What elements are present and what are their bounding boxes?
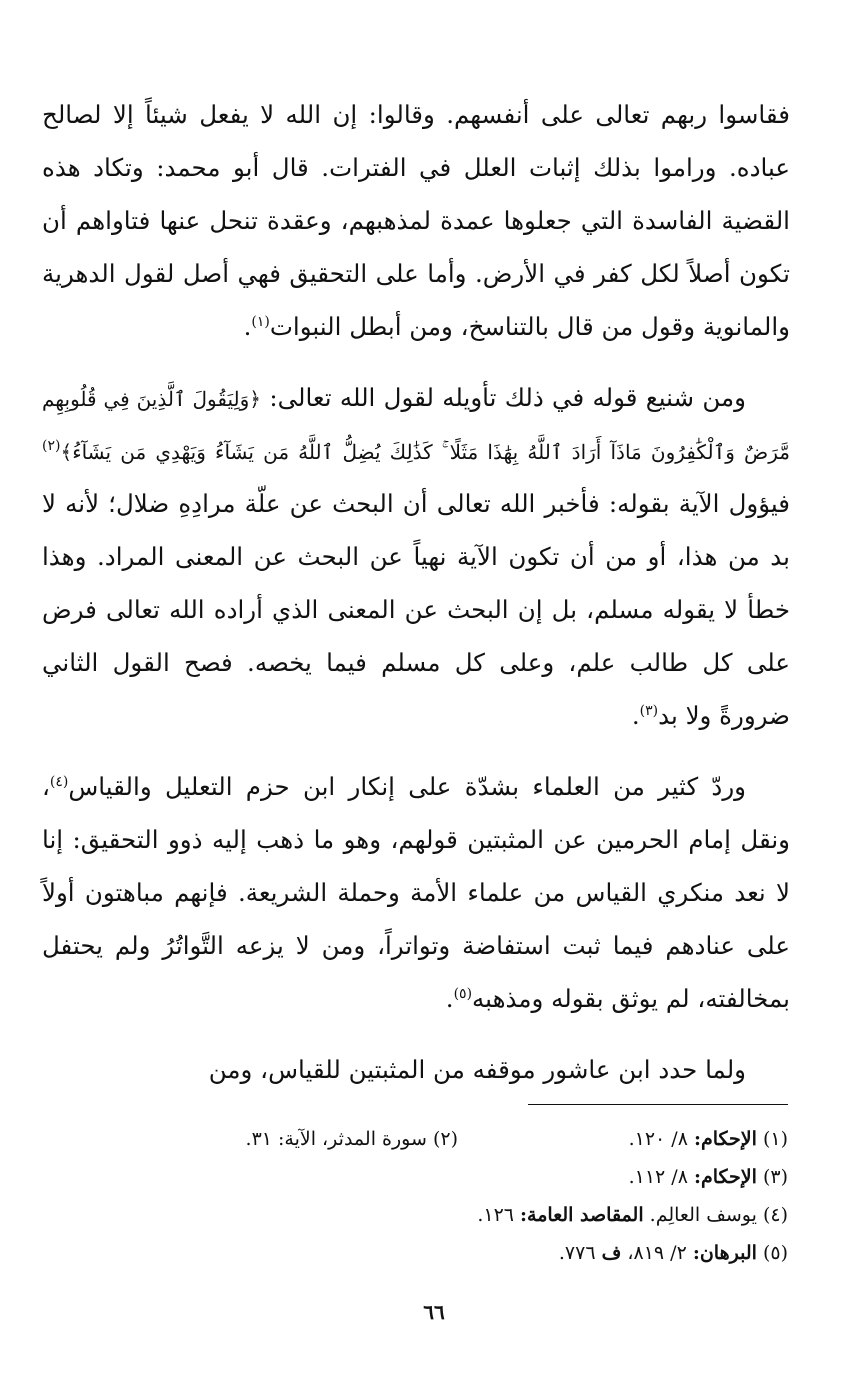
footnote-1-source: الإحكام: <box>693 1128 757 1150</box>
footnote-2-text: سورة المدثر، الآية: ٣١. <box>245 1128 427 1150</box>
footnote-ref-1[interactable]: (١) <box>251 313 270 330</box>
footnote-1-number: (١) <box>762 1128 788 1150</box>
footnote-4-number: (٤) <box>762 1204 788 1226</box>
footnote-4-text: ١٢٦. <box>477 1204 514 1226</box>
quran-verse: ﴿وَلِيَقُولَ ٱلَّذِينَ فِي قُلُوبِهِم مَّرَضٌ وَٱلْكَٰفِرُونَ مَاذَآ أَرَادَ ٱللَّهُ بِهَٰذَا مَثَلًا ۚ كَذَٰلِكَ يُضِلُّ ٱللَّهُ مَن يَشَآءُ وَيَهْدِي مَن يَشَآءُ﴾ <box>42 387 790 464</box>
paragraph-4 <box>42 1043 790 1096</box>
footnote-2 <box>246 1120 458 1158</box>
footnote-5 <box>100 1234 788 1272</box>
paragraph-2-intro: ومن شنيع قوله في ذلك تأويله لقول الله تعالى: <box>269 383 746 412</box>
footnote-3 <box>100 1158 788 1196</box>
footnote-4 <box>100 1196 788 1234</box>
paragraph-3-end: . <box>445 984 454 1013</box>
footnote-2-number: (٢) <box>432 1128 458 1150</box>
footnote-ref-4[interactable]: (٤) <box>49 773 69 790</box>
footnote-divider <box>528 1104 788 1105</box>
paragraph-3-text-b: ، ونقل إمام الحرمين عن المثبتين قولهم، وهو ما ذهب إليه ذوو التحقيق: إنا لا نعد منكري القياس من علماء الأمة وحملة الشريعة. فإنهم مباهتون أولاً على عنادهم فيما ثبت استفاضة وتواتراً، ومن لا يزعه التَّواتُرُ ولم يحتفل بمخالفته، لم يوثق بقوله ومذهبه <box>42 772 790 1013</box>
paragraph-2-text: فيؤول الآية بقوله: فأخبر الله تعالى أن البحث عن علّة مرادِهِ ضلال؛ لأنه لا بد من هذا، أو من أن تكون الآية نهياً عن البحث عن المعنى المراد. وهذا خطأ لا يقوله مسلم، بل إن البحث عن المعنى الذي أراده الله تعالى فرض على كل طالب علم، وعلى كل مسلم فيما يخصه. فصح القول الثاني ضرورةً ولا بد <box>42 489 790 730</box>
footnote-1 <box>458 1120 788 1158</box>
footnote-ref-5[interactable]: (٥) <box>453 985 473 1002</box>
footnote-4-author: يوسف العالِم. <box>649 1204 757 1226</box>
footnote-1-text: ٨/ ١٢٠. <box>628 1128 688 1150</box>
page-number: ٦٦ <box>423 1300 445 1324</box>
footnote-3-source: الإحكام: <box>693 1166 757 1188</box>
paragraph-1-end: . <box>243 312 252 341</box>
paragraph-4-text: ولما حدد ابن عاشور موقفه من المثبتين للقياس، ومن <box>208 1055 746 1084</box>
footnote-5-source: البرهان: <box>692 1242 757 1264</box>
footnote-5-text: ٢/ ٨١٩، <box>627 1242 687 1264</box>
footnote-3-text: ٨/ ١١٢. <box>628 1166 688 1188</box>
paragraph-2 <box>42 371 790 742</box>
footnotes <box>100 1120 788 1272</box>
paragraph-2-end: . <box>631 701 640 730</box>
paragraph-1-text: فقاسوا ربهم تعالى على أنفسهم. وقالوا: إن الله لا يفعل شيئاً إلا لصالح عباده. وراموا بذلك إثبات العلل في الفترات. قال أبو محمد: وتكاد هذه القضية الفاسدة التي جعلوها عمدة لمذهبهم، وعقدة تنحل عنها فتاواهم أن تكون أصلاً لكل كفر في الأرض. وأما على التحقيق فهي أصل لقول الدهرية والمانوية وقول من قال بالتناسخ، ومن أبطل النبوات <box>42 100 790 341</box>
footnote-4-source: المقاصد العامة: <box>520 1204 644 1226</box>
paragraph-1 <box>42 88 790 353</box>
paragraph-3 <box>42 760 790 1025</box>
footnote-5-f-label: ف <box>601 1242 622 1264</box>
footnote-5-text-2: ٧٧٦. <box>558 1242 596 1264</box>
paragraph-3-text-a: وردّ كثير من العلماء بشدّة على إنكار ابن حزم التعليل والقياس <box>68 772 746 801</box>
footnote-ref-2[interactable]: (٢) <box>42 437 61 454</box>
footnote-row-1 <box>100 1120 788 1158</box>
footnote-ref-3[interactable]: (٣) <box>639 702 659 719</box>
footnote-5-number: (٥) <box>762 1242 788 1264</box>
footnote-3-number: (٣) <box>762 1166 788 1188</box>
